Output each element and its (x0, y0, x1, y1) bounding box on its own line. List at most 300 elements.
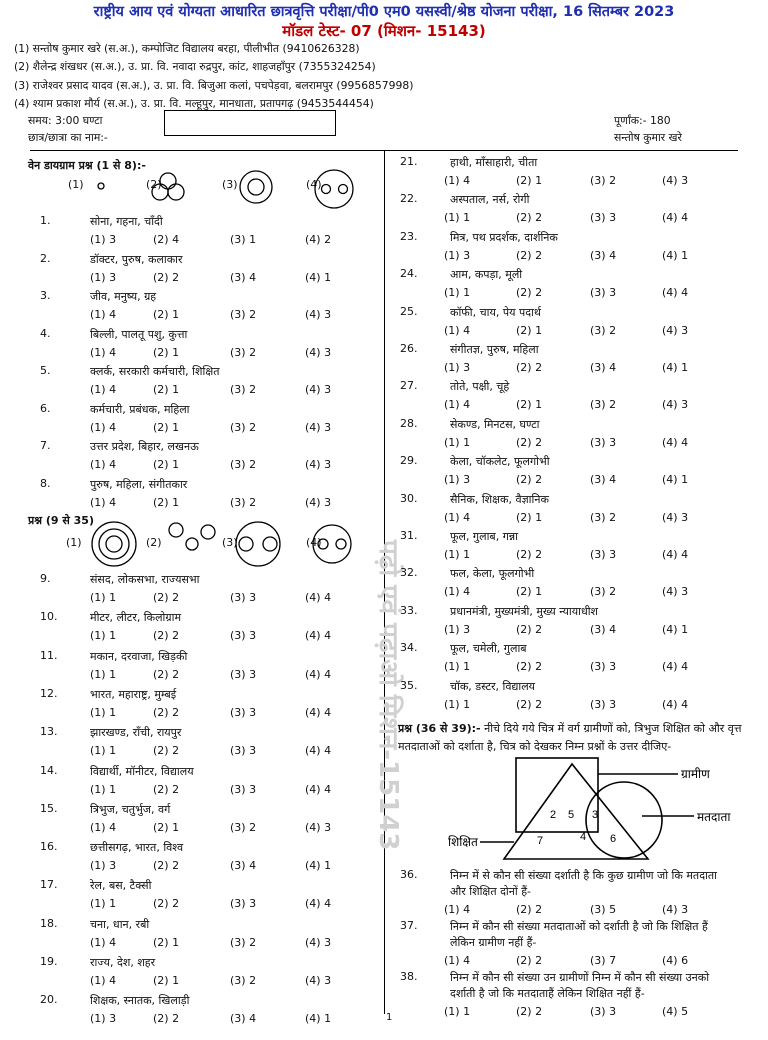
answer-option[interactable]: (3) 4 (590, 248, 617, 262)
answer-option[interactable]: (3) 4 (230, 1012, 257, 1026)
question-text: भारत, महाराष्ट्र, मुम्बई (90, 687, 177, 701)
section-heading: प्रश्न (9 से 35) (28, 514, 94, 527)
answer-option[interactable]: (1) 1 (90, 897, 117, 911)
answer-option[interactable]: (2) 2 (516, 435, 543, 449)
answer-option[interactable]: (4) 4 (662, 435, 689, 449)
answer-option[interactable]: (3) 5 (590, 903, 617, 916)
answer-option[interactable]: (4) 2 (305, 233, 332, 246)
answer-option[interactable]: (2) 1 (516, 510, 543, 524)
answer-option[interactable]: (4) 3 (305, 383, 332, 396)
question-number: 17. (40, 878, 58, 892)
venn-circle (152, 184, 168, 200)
question-number: 15. (40, 801, 58, 815)
answer-option[interactable]: (2) 1 (153, 458, 180, 471)
answer-option[interactable]: (1) 1 (444, 548, 471, 561)
question-text: चना, धान, रबी (90, 917, 150, 931)
author-line: (3) राजेश्वर प्रसाद यादव (स.अ.), उ. प्रा. वि. बिजुआ कलां, पचपेड़वा, बलरामपुर (9956857998) (14, 78, 414, 92)
question-item (400, 919, 760, 967)
question-number: 9. (40, 572, 51, 585)
answer-option[interactable]: (3) 3 (230, 591, 257, 604)
venn-circle (106, 536, 122, 552)
section-heading: प्रश्न (36 से 39):- (398, 722, 481, 735)
answer-option[interactable]: (3) 2 (230, 495, 257, 509)
answer-option[interactable]: (1) 4 (90, 345, 117, 359)
answer-option[interactable]: (2) 2 (153, 667, 180, 681)
answer-option[interactable]: (3) 3 (230, 705, 257, 719)
answer-option[interactable]: (3) 3 (590, 286, 617, 300)
question-text: शिक्षक, स्नातक, खिलाड़ी (90, 994, 190, 1008)
answer-option[interactable]: (1) 4 (90, 458, 117, 471)
region-number: 3 (592, 809, 599, 821)
answer-option[interactable]: (4) 1 (305, 859, 332, 873)
answer-option[interactable]: (1) 4 (90, 308, 117, 321)
venn-circle (99, 529, 129, 559)
answer-option[interactable]: (1) 1 (90, 782, 117, 796)
author-line: (1) सन्तोष कुमार खरे (स.अ.), कम्पोजिट विद्यालय बरहा, पीलीभीत (9410626328) (14, 42, 360, 55)
answer-option[interactable]: (3) 2 (230, 420, 257, 434)
answer-option[interactable]: (1) 1 (444, 286, 471, 300)
question-number: 22. (400, 192, 418, 206)
question-item (400, 267, 760, 304)
answer-option[interactable]: (3) 4 (590, 473, 617, 487)
venn-circle (98, 183, 104, 189)
question-number: 25. (400, 304, 418, 318)
question-number: 18. (40, 916, 58, 930)
question-text: छत्तीसगढ़, भारत, विश्व (90, 841, 184, 855)
question-number: 5. (40, 364, 51, 377)
answer-option[interactable]: (3) 4 (590, 361, 617, 374)
venn-option-label: (2) (146, 178, 162, 191)
question-number: 2. (40, 251, 51, 265)
question-text: मकान, दरवाजा, खिड़की (90, 649, 188, 663)
question-text: जीव, मनुष्य, ग्रह (90, 290, 157, 303)
answer-option[interactable]: (3) 3 (590, 211, 617, 225)
question-text: राज्य, देश, शहर (90, 956, 156, 969)
answer-option[interactable]: (1) 3 (90, 233, 117, 246)
answer-option[interactable]: (4) 3 (662, 174, 689, 187)
question-item (400, 679, 760, 716)
answer-option[interactable]: (2) 2 (153, 859, 180, 873)
author-line: (4) श्याम प्रकाश मौर्य (स.अ.), उ. प्रा. वि. मल्हूपुर, मानधाता, प्रतापगढ़ (9453544454) (14, 96, 374, 110)
question-item (400, 604, 760, 641)
answer-option[interactable]: (1) 3 (444, 622, 471, 636)
answer-option[interactable]: (1) 4 (90, 383, 117, 396)
question-number: 24. (400, 267, 418, 281)
answer-option[interactable]: (3) 4 (590, 622, 617, 636)
question-item (400, 192, 760, 229)
answer-option[interactable]: (1) 4 (90, 495, 117, 509)
venn-circle (313, 525, 351, 563)
answer-option[interactable]: (1) 3 (444, 361, 471, 374)
question-number: 31. (400, 529, 418, 542)
answer-option[interactable]: (3) 4 (230, 859, 257, 873)
answer-option[interactable]: (2) 2 (153, 270, 180, 284)
answer-option[interactable]: (1) 3 (444, 248, 471, 262)
author-signature: सन्तोष कुमार खरे (614, 131, 682, 145)
venn-option-label: (4) (306, 536, 322, 549)
answer-option[interactable]: (2) 2 (153, 629, 180, 643)
question-item (400, 641, 760, 678)
answer-option[interactable]: (4) 1 (662, 473, 689, 487)
answer-option[interactable]: (1) 3 (90, 859, 117, 873)
answer-option[interactable]: (4) 4 (662, 286, 689, 300)
answer-option[interactable]: (1) 4 (444, 398, 471, 412)
answer-option[interactable]: (1) 1 (444, 435, 471, 449)
answer-option[interactable]: (1) 4 (444, 510, 471, 524)
question-text: प्रधानमंत्री, मुख्यमंत्री, मुख्य न्यायाधीश (450, 604, 599, 618)
answer-option[interactable]: (2) 2 (516, 1005, 543, 1018)
answer-option[interactable]: (3) 2 (590, 398, 617, 412)
question-text: विद्यार्थी, मॉनीटर, विद्यालय (90, 764, 194, 778)
answer-option[interactable]: (1) 4 (444, 954, 471, 967)
answer-option[interactable]: (4) 3 (305, 974, 332, 987)
question-number: 16. (40, 840, 58, 854)
total-marks: पूर्णांक:- 180 (614, 114, 671, 128)
answer-option[interactable]: (4) 4 (662, 548, 689, 561)
question-item (40, 477, 400, 514)
region-number: 5 (568, 809, 575, 821)
question-item (40, 993, 400, 1030)
answer-option[interactable]: (2) 2 (153, 782, 180, 796)
question-text: बिल्ली, पालतू पशु, कुत्ता (90, 327, 188, 341)
answer-option[interactable]: (4) 3 (305, 495, 332, 509)
question-item (400, 155, 760, 192)
answer-option[interactable]: (3) 1 (230, 233, 257, 246)
question-item (400, 566, 760, 603)
question-number: 4. (40, 326, 51, 340)
venn-option-label: (1) (66, 536, 82, 549)
question-text: फल, केला, फूलगोभी (450, 567, 535, 581)
question-item (40, 840, 400, 877)
venn-circle (248, 179, 264, 195)
answer-option[interactable]: (2) 2 (516, 697, 543, 711)
question-number: 20. (40, 993, 58, 1007)
section-heading: वेन डायग्राम प्रश्न (1 से 8):- (28, 159, 146, 172)
question-text: उत्तर प्रदेश, बिहार, लखनऊ (90, 440, 199, 453)
question-text: फूल, चमेली, गुलाब (450, 642, 527, 656)
question-number: 14. (40, 763, 58, 777)
venn-circle (186, 538, 198, 550)
question-number: 10. (40, 610, 58, 624)
answer-option[interactable]: (1) 1 (444, 697, 471, 711)
answer-option[interactable]: (2) 2 (516, 548, 543, 561)
answer-option[interactable]: (4) 3 (305, 935, 332, 949)
venn-circle (240, 171, 272, 203)
header (0, 0, 768, 40)
question-item (40, 364, 400, 401)
question-number: 7. (40, 439, 51, 452)
answer-option[interactable]: (1) 1 (90, 591, 117, 604)
section-instruction (398, 720, 758, 756)
question-number: 19. (40, 955, 58, 968)
answer-option[interactable]: (2) 1 (153, 974, 180, 987)
answer-option[interactable]: (1) 4 (444, 323, 471, 337)
venn-option-label: (2) (146, 536, 162, 549)
answer-option[interactable]: (4) 3 (662, 585, 689, 599)
answer-option[interactable]: (2) 1 (516, 585, 543, 599)
answer-option[interactable]: (4) 3 (662, 903, 689, 916)
answer-option[interactable]: (2) 1 (153, 820, 180, 834)
answer-option[interactable]: (2) 1 (153, 383, 180, 396)
question-number: 11. (40, 648, 58, 662)
answer-option[interactable]: (4) 3 (305, 345, 332, 359)
answer-option[interactable]: (3) 2 (230, 974, 257, 987)
answer-option[interactable]: (3) 2 (590, 585, 617, 599)
answer-option[interactable]: (4) 4 (305, 744, 332, 758)
answer-option[interactable]: (1) 3 (444, 473, 471, 487)
question-item (400, 970, 760, 1018)
venn-circle (336, 539, 346, 549)
answer-option[interactable]: (1) 1 (444, 211, 471, 225)
answer-option[interactable]: (2) 2 (516, 473, 543, 487)
question-text: अस्पताल, नर्स, रोगी (450, 193, 530, 207)
page-title: राष्ट्रीय आय एवं योग्यता आधारित छात्रवृत्ति परीक्षा/पी0 एम0 यसस्वी/श्रेष्ठ योजना परीक्षा, 16 सितम्बर 2023 (93, 4, 675, 20)
question-item (400, 230, 760, 267)
answer-option[interactable]: (2) 2 (153, 744, 180, 758)
question-item (40, 725, 400, 762)
answer-option[interactable]: (2) 1 (516, 398, 543, 412)
question-number: 29. (400, 454, 418, 468)
label-rural: ग्रामीण (681, 767, 710, 781)
venn-option-label: (4) (306, 178, 322, 191)
time-label: समय: 3:00 घण्टा (28, 114, 103, 128)
answer-option[interactable]: (3) 3 (590, 548, 617, 561)
venn-circle (322, 185, 331, 194)
answer-option[interactable]: (3) 2 (230, 458, 257, 471)
answer-option[interactable]: (2) 2 (516, 954, 543, 967)
question-item (400, 529, 760, 566)
question-item (40, 955, 400, 992)
answer-option[interactable]: (2) 1 (153, 935, 180, 949)
question-text: सेकण्ड, मिनटस, घण्टा (450, 417, 540, 431)
answer-option[interactable]: (4) 1 (305, 1012, 332, 1026)
venn-circle (318, 539, 328, 549)
answer-option[interactable]: (1) 1 (90, 744, 117, 758)
label-educated: शिक्षित (448, 835, 478, 849)
question-number: 23. (400, 229, 418, 243)
question-number: 37. (400, 919, 418, 932)
question-text: सैनिक, शिक्षक, वैज्ञानिक (450, 492, 549, 506)
answer-option[interactable]: (4) 4 (662, 211, 689, 225)
answer-option[interactable]: (4) 3 (305, 308, 332, 321)
answer-option[interactable]: (1) 3 (90, 270, 117, 284)
question-text: निम्न में कौन सी संख्या मतदाताओं को दर्शाती है जो कि शिक्षित हैं (450, 920, 708, 933)
watermark: पढ़ो एवं पढ़ाओ मिशन-15143 (373, 540, 403, 851)
answer-option[interactable]: (4) 4 (305, 897, 332, 911)
question-number: 13. (40, 725, 58, 739)
answer-option[interactable]: (1) 1 (444, 1005, 471, 1018)
venn-circle (201, 525, 215, 539)
answer-option[interactable]: (1) 4 (90, 974, 117, 987)
question-item (40, 327, 400, 364)
question-text: दर्शाती है जो कि मतदाताहैं लेकिन शिक्षित नहीं हैं- (450, 987, 645, 1000)
answer-option[interactable]: (4) 3 (305, 820, 332, 834)
venn-option-label: (3) (222, 178, 238, 191)
answer-option[interactable]: (4) 4 (305, 629, 332, 643)
answer-option[interactable]: (4) 4 (305, 667, 332, 681)
venn-options-figure (90, 168, 380, 210)
answer-option[interactable]: (1) 4 (444, 903, 471, 916)
answer-option[interactable]: (4) 1 (662, 248, 689, 262)
answer-option[interactable]: (2) 2 (153, 591, 180, 604)
question-text: फूल, गुलाब, गन्ना (450, 530, 519, 543)
answer-option[interactable]: (3) 2 (230, 383, 257, 396)
question-item (40, 687, 400, 724)
answer-option[interactable]: (3) 3 (230, 667, 257, 681)
venn-circle (236, 522, 280, 566)
exam-meta (0, 113, 768, 147)
answer-option[interactable]: (2) 1 (153, 308, 180, 321)
question-text: झारखण्ड, राँची, रायपुर (90, 726, 182, 740)
answer-option[interactable]: (3) 2 (230, 820, 257, 834)
answer-option[interactable]: (4) 3 (305, 420, 332, 434)
venn-diagram-figure (384, 756, 768, 864)
question-number: 28. (400, 416, 418, 430)
answer-option[interactable]: (4) 4 (305, 782, 332, 796)
question-text: कॉफी, चाय, पेय पदार्थ (450, 305, 541, 319)
region-number: 6 (610, 833, 617, 845)
question-text: क्लर्क, सरकारी कर्मचारी, शिक्षित (90, 365, 220, 378)
answer-option[interactable]: (2) 2 (516, 660, 543, 674)
answer-option[interactable]: (3) 2 (230, 308, 257, 321)
question-text: मित्र, पथ प्रदर्शक, दार्शनिक (450, 230, 558, 244)
answer-option[interactable]: (2) 1 (516, 174, 543, 187)
answer-option[interactable]: (2) 2 (516, 622, 543, 636)
answer-option[interactable]: (1) 1 (90, 705, 117, 719)
answer-option[interactable]: (4) 5 (662, 1005, 689, 1018)
question-text: मीटर, लीटर, किलोग्राम (90, 611, 182, 625)
answer-option[interactable]: (4) 1 (662, 622, 689, 636)
question-columns (0, 150, 768, 1024)
answer-option[interactable]: (4) 6 (662, 954, 689, 967)
student-name-label: छात्र/छात्रा का नाम:- (28, 131, 108, 145)
venn-triangle-educated (504, 764, 648, 859)
question-text: केला, चॉकलेट, फूलगोभी (450, 455, 550, 469)
answer-option[interactable]: (4) 3 (662, 510, 689, 524)
answer-option[interactable]: (2) 1 (516, 323, 543, 337)
answer-option[interactable]: (2) 1 (153, 345, 180, 359)
question-text: हाथी, माँसाहारी, चीता (450, 156, 538, 169)
answer-option[interactable]: (4) 4 (662, 697, 689, 711)
answer-option[interactable]: (2) 2 (516, 211, 543, 225)
answer-option[interactable]: (1) 1 (90, 667, 117, 681)
answer-option[interactable]: (2) 2 (153, 705, 180, 719)
answer-option[interactable]: (2) 2 (516, 248, 543, 262)
question-text: रेल, बस, टैक्सी (90, 879, 152, 893)
venn-circle (160, 173, 176, 189)
question-number: 6. (40, 401, 51, 415)
answer-option[interactable]: (3) 3 (590, 660, 617, 674)
question-number: 35. (400, 678, 418, 692)
student-name-box[interactable] (164, 110, 336, 136)
answer-option[interactable]: (2) 4 (153, 233, 180, 246)
answer-option[interactable]: (1) 1 (90, 629, 117, 643)
region-number: 4 (580, 831, 587, 843)
question-number: 21. (400, 155, 418, 168)
region-number: 7 (537, 835, 544, 847)
venn-circle (239, 537, 253, 551)
question-text: तोते, पक्षी, चूहे (450, 380, 510, 394)
section-instruction-text: नीचे दिये गये चित्र में वर्ग ग्रामीणों को, त्रिभुज शिक्षित को और वृत्त मतदाताओं को दर्शाता है, चित्र को देखकर निम्न प्रश्नों के उत्तर दीजिए- (398, 722, 742, 753)
answer-option[interactable]: (2) 2 (153, 897, 180, 911)
answer-option[interactable]: (1) 4 (444, 174, 471, 187)
question-number: 26. (400, 342, 418, 355)
question-text: डॉक्टर, पुरुष, कलाकार (90, 252, 183, 266)
answer-option[interactable]: (3) 3 (590, 697, 617, 711)
question-text: निम्न में से कौन सी संख्या दर्शाती है कि कुछ ग्रामीण जो कि मतदाता (450, 869, 718, 882)
answer-option[interactable]: (4) 3 (662, 323, 689, 337)
answer-option[interactable]: (3) 2 (590, 323, 617, 337)
answer-option[interactable]: (3) 3 (230, 744, 257, 758)
answer-option[interactable]: (3) 3 (230, 629, 257, 643)
question-text: चॉक, डस्टर, विद्यालय (450, 679, 536, 693)
answer-option[interactable]: (2) 1 (153, 420, 180, 434)
question-item (40, 764, 400, 801)
answer-option[interactable]: (3) 2 (230, 935, 257, 949)
venn-options-figure-2 (86, 520, 376, 570)
venn-circle (169, 523, 183, 537)
question-item (400, 492, 760, 529)
answer-option[interactable]: (2) 2 (516, 286, 543, 300)
question-number: 30. (400, 491, 418, 505)
question-number: 36. (400, 868, 418, 881)
question-item (40, 572, 400, 609)
question-number: 33. (400, 603, 418, 617)
answer-option[interactable]: (3) 2 (590, 174, 617, 187)
answer-option[interactable]: (4) 1 (662, 361, 689, 374)
question-text: संगीतज्ञ, पुरुष, महिला (450, 343, 539, 356)
answer-option[interactable]: (2) 2 (516, 361, 543, 374)
answer-option[interactable]: (3) 2 (590, 510, 617, 524)
answer-option[interactable]: (3) 2 (230, 345, 257, 359)
answer-option[interactable]: (4) 4 (305, 705, 332, 719)
answer-option[interactable]: (4) 4 (662, 660, 689, 674)
answer-option[interactable]: (1) 1 (444, 660, 471, 674)
answer-option[interactable]: (3) 3 (230, 782, 257, 796)
question-item (400, 454, 760, 491)
question-item (40, 252, 400, 289)
question-item (40, 649, 400, 686)
author-list (0, 40, 768, 113)
question-number: 27. (400, 379, 418, 393)
question-text: निम्न में कौन सी संख्या उन ग्रामीणों निम्न में कौन सी संख्या उनको (450, 971, 710, 984)
question-text: और शिक्षित दोनों हैं- (450, 885, 532, 898)
answer-option[interactable]: (4) 3 (662, 398, 689, 412)
question-item (40, 289, 400, 326)
question-item (40, 402, 400, 439)
region-number: 2 (550, 809, 557, 821)
answer-option[interactable]: (1) 4 (90, 820, 117, 834)
answer-option[interactable]: (4) 4 (305, 591, 332, 604)
question-item (40, 214, 400, 251)
answer-option[interactable]: (3) 7 (590, 954, 617, 967)
answer-option[interactable]: (1) 3 (90, 1012, 117, 1026)
answer-option[interactable]: (2) 2 (153, 1012, 180, 1026)
answer-option[interactable]: (3) 3 (230, 897, 257, 911)
answer-option[interactable]: (2) 1 (153, 495, 180, 509)
answer-option[interactable]: (1) 4 (90, 420, 117, 434)
answer-option[interactable]: (3) 4 (230, 270, 257, 284)
answer-option[interactable]: (2) 2 (516, 903, 543, 916)
answer-option[interactable]: (4) 1 (305, 270, 332, 284)
answer-option[interactable]: (4) 3 (305, 458, 332, 471)
page-subtitle: मॉडल टेस्ट- 07 (मिशन- 15143) (282, 22, 486, 40)
answer-option[interactable]: (1) 4 (90, 935, 117, 949)
question-item (40, 610, 400, 647)
answer-option[interactable]: (1) 4 (444, 585, 471, 599)
answer-option[interactable]: (3) 3 (590, 435, 617, 449)
answer-option[interactable]: (3) 3 (590, 1005, 617, 1018)
